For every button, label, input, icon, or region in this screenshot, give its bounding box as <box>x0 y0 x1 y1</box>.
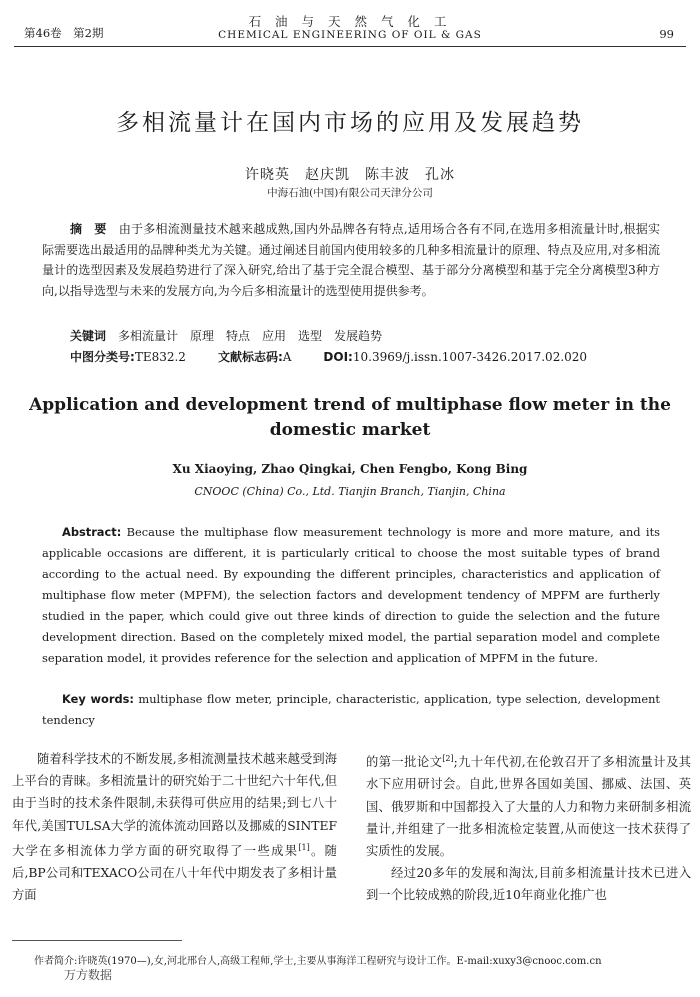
authors-cn: 许晓英 赵庆凯 陈丰波 孔冰 <box>245 167 455 183</box>
page-number: 99 <box>659 27 674 41</box>
journal-name-cn: 石 油 与 天 然 气 化 工 <box>248 14 452 29</box>
abstract-en-text: Because the multiphase flow measurement technology is more and more mature, and its applicable occasions are different, it is particularly critical to choose the most suitable types of brand according to the actual need. By expounding the different principles, characteristics and application of multiphase flow meter (MPFM), the selection factors and development tendency of MPFM are furtherly studied in the paper, which could give out three kinds of direction to guide the selection and the future development direction. Based on the completely mixed model, the partial separation model and complete separation model, it provides reference for the selection and application of MPFM in the future. <box>42 525 660 665</box>
body-paragraph <box>366 862 691 906</box>
doc-code-value: A <box>282 350 292 364</box>
journal-name-en: CHEMICAL ENGINEERING OF OIL & GAS <box>218 29 482 41</box>
volume-issue: 第46卷 第2期 <box>24 26 104 40</box>
doi-value[interactable]: 10.3969/j.issn.1007-3426.2017.02.020 <box>352 350 588 364</box>
keywords-en-text: multiphase flow meter, principle, characteristic, application, type selection, development tendency <box>42 692 661 727</box>
body-text: 经过20多年的发展和淘汰,目前多相流量计技术已进入到一个比较成熟的阶段,近10年商业化推广也 <box>366 866 691 903</box>
abstract-cn <box>42 219 660 301</box>
keywords-en-label: Key words: <box>62 692 134 706</box>
authors-en: Xu Xiaoying, Zhao Qingkai, Chen Fengbo, Kong Bing <box>172 462 528 476</box>
citation-ref[interactable]: [1] <box>298 842 310 852</box>
keywords-cn-label: 关键词 <box>70 329 107 343</box>
header-divider <box>14 46 686 47</box>
abstract-en <box>42 522 660 669</box>
doc-code-label: 文献标志码: <box>217 350 283 364</box>
citation-ref[interactable]: [2] <box>442 754 454 763</box>
article-title-en: Application and development trend of multiphase flow meter in the domestic market <box>29 395 671 440</box>
body-paragraph <box>12 748 337 907</box>
clc-value: TE832.2 <box>134 350 186 364</box>
body-column-left <box>12 748 337 907</box>
article-title-cn: 多相流量计在国内市场的应用及发展趋势 <box>116 110 584 136</box>
body-text: ;九十年代初,在伦敦召开了多相流量计及其水下应用研讨会。自此,世界各国如美国、挪威、法国、英国、俄罗斯和中国都投入了大量的人力和物力来研制多相流量计,并组建了一批多相流检定装置,从而使这一技术获得了实质性的发展。 <box>366 755 691 858</box>
affiliation-en: CNOOC (China) Co., Ltd. Tianjin Branch, Tianjin, China <box>194 485 506 498</box>
classification-row <box>70 348 587 365</box>
affiliation-cn: 中海石油(中国)有限公司天津分公司 <box>267 187 433 199</box>
wanfang-watermark: 万方数据 <box>64 968 113 982</box>
footnote-divider <box>12 940 182 941</box>
body-text: 的第一批论文 <box>366 755 443 770</box>
abstract-cn-label: 摘 要 <box>70 222 107 236</box>
body-text: 。随后,BP公司和TEXACO公司在八十年代中期发表了多相计量方面 <box>12 843 337 903</box>
clc-label: 中图分类号: <box>70 350 135 364</box>
body-paragraph <box>366 748 691 862</box>
keywords-en <box>42 689 660 731</box>
doi-label: DOI: <box>323 350 353 364</box>
abstract-en-label: Abstract: <box>62 525 122 539</box>
body-text: 随着科学技术的不断发展,多相流测量技术越来越受到海上平台的青睐。多相流量计的研究始于二十世纪六十年代,但由于当时的技术条件限制,未获得可供应用的结果;到七八十年代,美国TULSA大学的流体流动回路以及挪威的SINTEF大学在多相流体力学方面的研究取得了一些成果 <box>12 752 337 858</box>
keywords-cn <box>70 327 382 344</box>
body-column-right <box>366 748 691 907</box>
author-footnote: 作者简介:许晓英(1970—),女,河北邢台人,高级工程师,学士,主要从事海洋工程研究与设计工作。E-mail:xuxy3@cnooc.com.cn <box>34 956 602 967</box>
abstract-cn-text: 由于多相流测量技术越来越成熟,国内外品牌各有特点,适用场合各有不同,在选用多相流量计时,根据实际需要选出最适用的品牌种类尤为关键。通过阐述目前国内使用较多的几种多相流量计的原理、特点及应用,对多相流量计的选型因素及发展趋势进行了深入研究,给出了基于完全混合模型、基于部分分离模型和基于完全分离模型3种方向,以指导选型与未来的发展方向,为今后多相流量计的选型使用提供参考。 <box>42 222 660 298</box>
keywords-cn-text: 多相流量计 原理 特点 应用 选型 发展趋势 <box>118 329 383 343</box>
